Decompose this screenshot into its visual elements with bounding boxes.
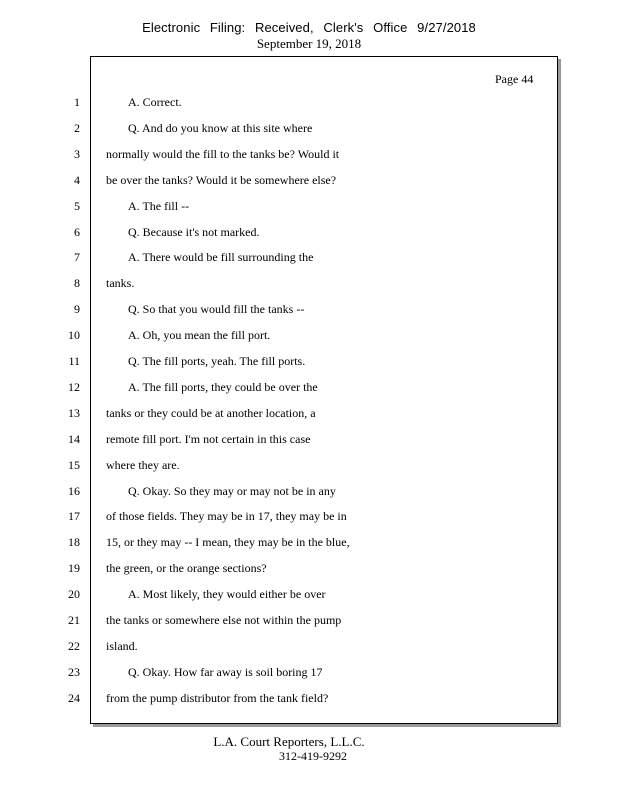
line-number: 22: [68, 639, 80, 653]
line-number: 6: [74, 225, 80, 239]
transcript-line: 15, or they may -- I mean, they may be in the blue,: [106, 535, 350, 549]
transcript-line: A. Oh, you mean the fill port.: [128, 328, 271, 342]
line-number: 1: [74, 95, 80, 109]
line-number: 3: [74, 147, 80, 161]
line-number: 17: [68, 509, 80, 523]
transcript-line: Q. The fill ports, yeah. The fill ports.: [128, 354, 306, 368]
line-number: 5: [74, 199, 80, 213]
line-number: 8: [74, 276, 80, 290]
transcript-line: tanks.: [106, 276, 135, 290]
transcript-line: A. There would be fill surrounding the: [128, 250, 314, 264]
line-number: 11: [68, 354, 80, 368]
line-number: 23: [68, 665, 80, 679]
transcript-line: Q. Okay. How far away is soil boring 17: [128, 665, 323, 679]
transcript-line: A. The fill ports, they could be over the: [128, 380, 318, 394]
transcript-line: from the pump distributor from the tank field?: [106, 691, 329, 705]
footer-company: L.A. Court Reporters, L.L.C.: [213, 734, 365, 749]
transcript-line: normally would the fill to the tanks be? Would it: [106, 147, 340, 161]
transcript-line: Q. And do you know at this site where: [128, 121, 313, 135]
page-number: Page 44: [495, 72, 534, 86]
transcript-line: Q. Okay. So they may or may not be in any: [128, 484, 336, 498]
transcript-line: where they are.: [106, 458, 180, 472]
line-number: 14: [68, 432, 80, 446]
transcript-line: A. Correct.: [128, 95, 182, 109]
line-number: 16: [68, 484, 80, 498]
transcript-line: A. Most likely, they would either be over: [128, 587, 326, 601]
line-number: 4: [74, 173, 80, 187]
line-number: 2: [74, 121, 80, 135]
transcript-line: be over the tanks? Would it be somewhere else?: [106, 173, 337, 187]
transcript-line: Q. So that you would fill the tanks --: [128, 302, 305, 316]
transcript-line: the green, or the orange sections?: [106, 561, 267, 575]
filing-date: September 19, 2018: [256, 36, 362, 51]
transcript-line: of those fields. They may be in 17, they may be in: [106, 509, 347, 523]
footer-phone: 312-419-9292: [279, 749, 347, 763]
line-number: 15: [68, 458, 80, 472]
transcript-line: island.: [106, 639, 138, 653]
line-number: 19: [68, 561, 80, 575]
line-number: 18: [68, 535, 80, 549]
line-number: 7: [74, 250, 80, 264]
transcript-line: the tanks or somewhere else not within the pump: [106, 613, 342, 627]
line-number: 10: [68, 328, 80, 342]
line-number: 20: [68, 587, 80, 601]
line-number: 13: [68, 406, 80, 420]
line-number: 21: [68, 613, 80, 627]
line-number: 12: [68, 380, 80, 394]
transcript-line: tanks or they could be at another location, a: [106, 406, 316, 420]
transcript-line: remote fill port. I'm not certain in this case: [106, 432, 311, 446]
line-number: 9: [74, 302, 80, 316]
line-number: 24: [68, 691, 80, 705]
filing-stamp-header: Electronic Filing: Received, Clerk's Office 9/27/2018: [142, 20, 476, 35]
transcript-line: Q. Because it's not marked.: [128, 225, 260, 239]
transcript-line: A. The fill --: [128, 199, 190, 213]
